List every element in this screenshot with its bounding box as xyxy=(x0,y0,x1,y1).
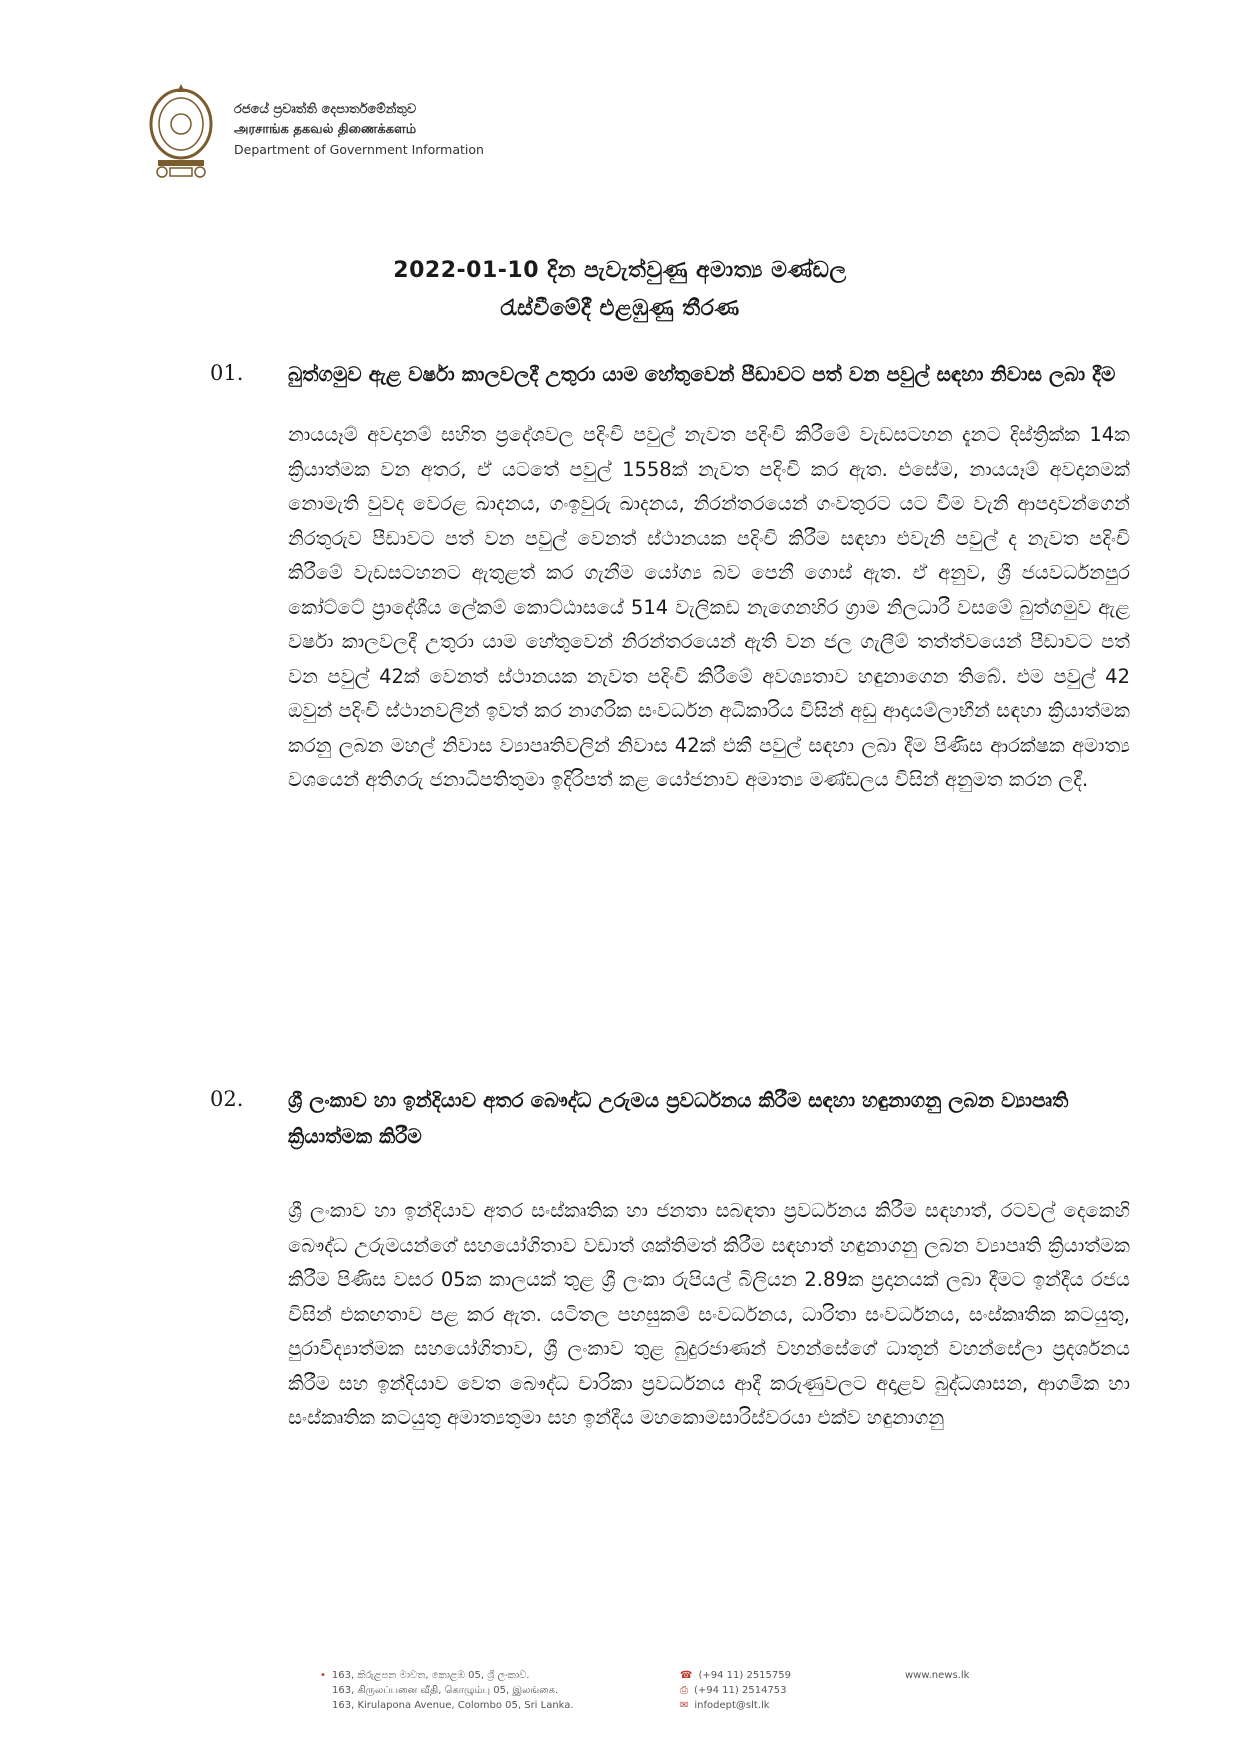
website-link[interactable]: www.news.lk xyxy=(905,1670,970,1681)
section-body: ශ්‍රී ලංකාව හා ඉන්දියාව අතර සංස්කෘතික හා ජනතා සබඳතා ප්‍රවර්ධනය කිරීම සඳහාත්, රටවල් දෙකෙහි බෞද්ධ උරුමයන්ගේ සහයෝගිතාව වඩාත් ශක්තිමත් කිරීම සඳහාත් හඳුනාගනු ලබන ව්‍යාපෘති ක්‍රියාත්මක කිරීම පිණිස වසර 05ක කාලයක් තුළ ශ්‍රී ලංකා රුපියල් බිලියන 2.89ක ප්‍රදානයක් ලබා දීමට ඉන්දීය රජය විසින් එකඟතාව පළ කර ඇත. යටිතල පහසුකම් සංවර්ධනය, ධාරිතා සංවර්ධනය, සංස්කෘතික කටයුතු, පුරාවිද්‍යාත්මක සහයෝගිතාව, ශ්‍රී ලංකාව තුළ බුදුරජාණන් වහන්සේගේ ධාතූන් වහන්සේලා ප්‍රදර්ශනය කිරීම සහ ඉන්දියාව වෙත බෞද්ධ චාරිකා ප්‍රවර්ධනය ආදී කරුණුවලට අදාළව බුද්ධශාසන, ආගමික හා සංස්කෘතික කටයුතු අමාත්‍යතුමා සහ ඉන්දීය මහකොමසාරිස්වරයා එක්ව හඳුනාගනු xyxy=(288,1199,1130,1429)
section-number: 02. xyxy=(210,1087,244,1111)
address-tamil: 163, கிருலப்பனை வீதி, கொழும்பு 05, இலங்கை. xyxy=(332,1685,559,1696)
dept-name-english: Department of Government Information xyxy=(234,142,484,157)
email-icon: ✉ xyxy=(680,1700,689,1711)
dept-name-sinhala: රජයේ ප්‍රවෘත්ති දෙපාර්තමේන්තුව xyxy=(234,102,417,117)
footer-address xyxy=(320,1668,574,1713)
section-title: බුත්ගමුව ඇළ වර්ෂා කාලවලදී උතුරා යාම හේතුවෙන් පීඩාවට පත් වන පවුල් සඳහා නිවාස ලබා දීම xyxy=(288,362,1116,386)
document-title xyxy=(0,252,1240,328)
decision-section-01 xyxy=(210,356,1130,798)
bullet-icon: • xyxy=(320,1670,326,1681)
title-line-1: 2022-01-10 දින පැවැත්වුණු අමාත්‍ය මණ්ඩල xyxy=(393,258,847,283)
email-link[interactable]: infodept@slt.lk xyxy=(694,1700,770,1711)
decision-section-02 xyxy=(210,1082,1130,1436)
section-body: නායයෑම් අවදානම් සහිත ප්‍රදේශවල පදිංචි පවුල් නැවත පදිංචි කිරීමේ වැඩසටහන දැනට දිස්ත්‍රික්ක 14ක ක්‍රියාත්මක වන අතර, ඒ යටතේ පවුල් 1558ක් නැවත පදිංචි කර ඇත. එසේම, නායයෑම් අවදානමක් නොමැති වුවද වෙරළ ඛාදනය, ගංඉවුරු ඛාදනය, නිරන්තරයෙන් ගංවතුරට යට වීම වැනි ආපදාවන්ගෙන් නිරතුරුව පීඩාවට පත් වන පවුල් වෙනත් ස්ථානයක පදිංචි කිරීම සඳහා එවැනි පවුල් ද නැවත පදිංචි කිරීමේ වැඩසටහනට ඇතුළත් කර ගැනීම යෝග්‍ය බව පෙනී ගොස් ඇත. ඒ අනුව, ශ්‍රී ජයවර්ධනපුර කෝට්ටේ ප්‍රාදේශීය ලේකම් කොට්ඨාසයේ 514 වැලිකඩ නැගෙනහිර ග්‍රාම නිලධාරී වසමේ බුත්ගමුව ඇළ වර්ෂා කාලවලදී උතුරා යාම හේතුවෙන් නිරන්තරයෙන් ඇති වන ජල ගැලීම් තත්ත්වයෙන් පීඩාවට පත් වන පවුල් 42ක් වෙනත් ස්ථානයක නැවත පදිංචි කිරීමේ අවශ්‍යතාව හඳුනාගෙන තිබේ. එම පවුල් 42 ඔවුන් පදිංචි ස්ථානවලින් ඉවත් කර නාගරික සංවර්ධන අධිකාරිය විසින් අඩු ආදායම්ලාභීන් සඳහා ක්‍රියාත්මක කරනු ලබන මහල් නිවාස ව්‍යාපෘතිවලින් නිවාස 42ක් එකී පවුල් සඳහා ලබා දීම පිණිස ආරක්ෂක අමාත්‍ය වශයෙන් අතිගරු ජනාධිපතිතුමා ඉදිරිපත් කළ යෝජනාව අමාත්‍ය මණ්ඩලය විසින් අනුමත කරන ලදී. xyxy=(288,423,1130,791)
letterhead xyxy=(142,80,484,180)
footer-contact xyxy=(680,1668,791,1713)
address-sinhala: 163, කිරුළපන මාවත, කොළඹ 05, ශ්‍රී ලංකාව. xyxy=(331,1670,530,1681)
dept-name-tamil: அரசாங்க தகவல் திணைக்களம் xyxy=(234,122,417,137)
section-title: ශ්‍රී ලංකාව හා ඉන්දියාව අතර බෞද්ධ උරුමය ප්‍රවර්ධනය කිරීම සඳහා හඳුනාගනු ලබන ව්‍යාපෘති ක්‍රියාත්මක කිරීම xyxy=(288,1088,1069,1148)
phone-number: (+94 11) 2515759 xyxy=(698,1670,791,1681)
title-line-2: රැස්වීමේදී එළඹුණු තීරණ xyxy=(500,296,740,321)
sri-lanka-emblem-icon xyxy=(142,80,220,180)
address-english: 163, Kirulapona Avenue, Colombo 05, Sri Lanka. xyxy=(332,1700,574,1711)
section-number: 01. xyxy=(210,361,244,385)
fax-number: (+94 11) 2514753 xyxy=(694,1685,787,1696)
fax-icon: ⎙ xyxy=(680,1685,688,1696)
phone-icon: ☎ xyxy=(680,1670,693,1681)
